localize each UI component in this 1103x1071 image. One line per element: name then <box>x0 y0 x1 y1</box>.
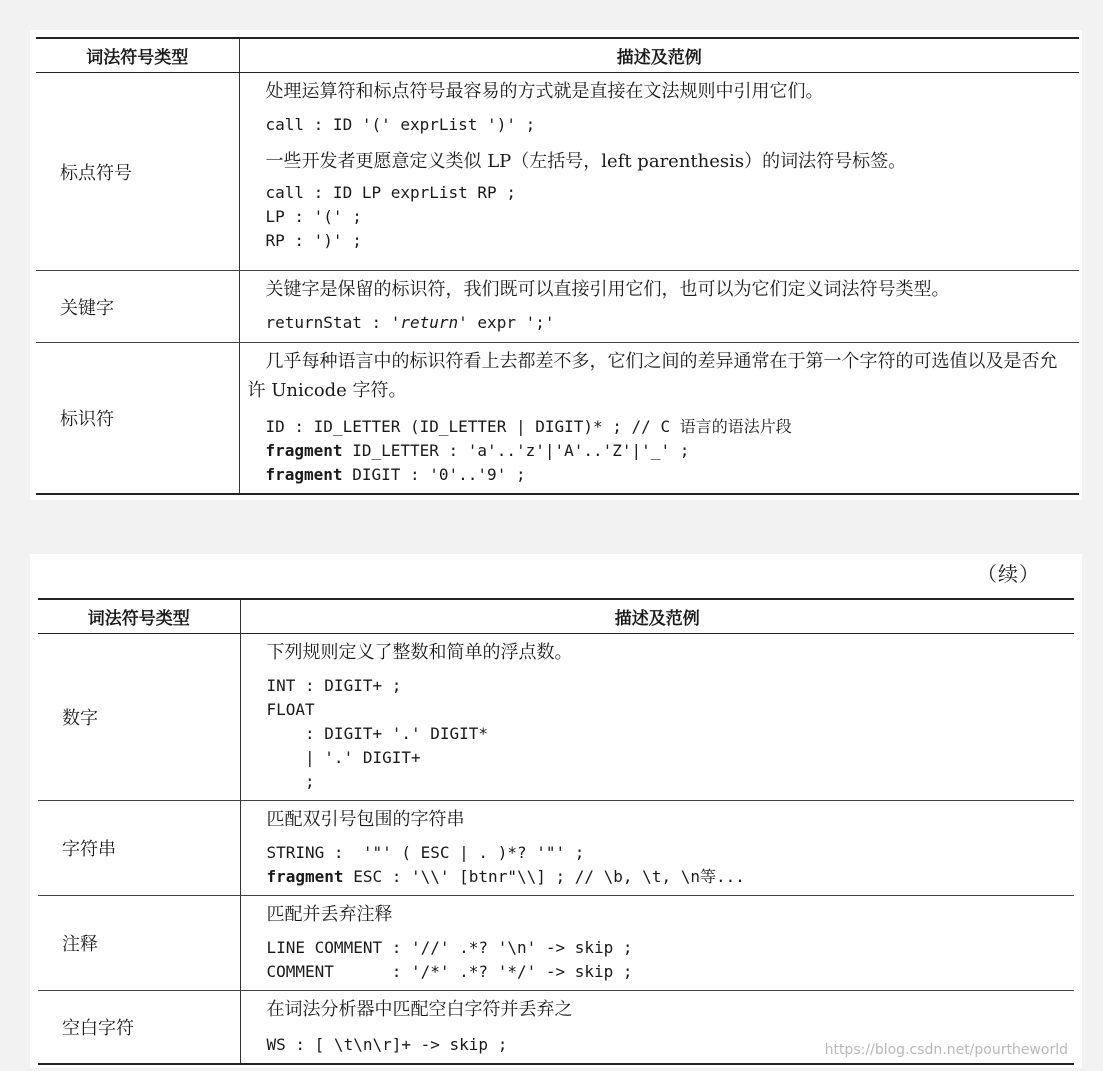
code-line: LP : '(' ; <box>265 207 362 226</box>
code-example <box>267 841 1069 889</box>
code-example <box>267 936 1069 984</box>
table-row <box>36 343 1079 495</box>
description-text: 处理运算符和标点符号最容易的方式就是直接在文法规则中引用它们。 <box>265 81 824 102</box>
code-keyword-return: return <box>400 313 459 332</box>
description-text: 在词法分析器中匹配空白字符并丢弃之 <box>266 999 573 1020</box>
code-segment: ID : ID_LETTER (ID_LETTER | DIGIT)* ; // C <box>265 417 680 436</box>
token-type-cell: 关键字 <box>36 271 239 343</box>
table-row <box>38 801 1074 896</box>
description-text: 匹配并丢弃注释 <box>266 904 393 925</box>
table-row <box>36 73 1079 271</box>
code-line: RP : ')' ; <box>265 231 362 250</box>
description-text: 下列规则定义了整数和简单的浮点数。 <box>266 642 573 663</box>
table-header <box>36 38 1079 73</box>
lexer-table-panel <box>30 30 1082 500</box>
code-line: LINE COMMENT : '//' .*? '\n' -> skip ; <box>266 938 633 957</box>
code-comment: 等 <box>699 867 716 886</box>
header-token-type: 词法符号类型 <box>38 599 240 634</box>
description-cell <box>239 73 1079 271</box>
token-type-cell: 标点符号 <box>36 73 239 271</box>
description-text: 几乎每种语言中的标识符看上去都差不多，它们之间的差异通常在于第一个字符的可选值以及是否允许 Unicode 字符。 <box>247 351 1058 401</box>
token-type-cell: 数字 <box>38 634 240 801</box>
table-row <box>38 896 1074 991</box>
table-header <box>38 599 1074 634</box>
description-cell <box>240 634 1074 801</box>
code-example <box>266 415 1074 487</box>
description-text: 匹配双引号包围的字符串 <box>266 809 465 830</box>
header-description: 描述及范例 <box>240 599 1074 634</box>
description-cell <box>239 343 1079 495</box>
token-type-cell: 空白字符 <box>38 991 240 1065</box>
code-line <box>266 439 1074 463</box>
code-line <box>267 865 1069 889</box>
code-line <box>266 415 1074 439</box>
code-line: ; <box>266 772 315 791</box>
code-segment: returnStat : ' <box>265 313 401 332</box>
code-example <box>266 181 1074 253</box>
code-line <box>266 463 1074 487</box>
token-type-cell: 标识符 <box>36 343 239 495</box>
code-line: STRING : '"' ( ESC | . )*? '"' ; <box>266 843 585 862</box>
code-segment: ... <box>716 867 745 886</box>
description-cell <box>239 271 1079 343</box>
lexer-token-table-continued <box>38 598 1074 1065</box>
code-comment: 语言的语法片段 <box>679 417 792 436</box>
description-text: 关键字是保留的标识符，我们既可以直接引用它们，也可以为它们定义词法符号类型。 <box>265 279 950 300</box>
code-example <box>267 674 1069 794</box>
code-segment: ID_LETTER : 'a'..'z'|'A'..'Z'|'_' ; <box>342 441 690 460</box>
description-text: 一些开发者更愿意定义类似 LP（左括号，left parenthesis）的词法符号标签。 <box>265 151 907 172</box>
code-keyword: fragment <box>265 465 343 484</box>
code-line: COMMENT : '/*' .*? '*/' -> skip ; <box>266 962 633 981</box>
code-line: : DIGIT+ '.' DIGIT* <box>266 724 489 743</box>
lexer-table-continued-panel <box>30 554 1082 1068</box>
table-row <box>36 271 1079 343</box>
token-type-cell: 注释 <box>38 896 240 991</box>
code-line: FLOAT <box>266 700 315 719</box>
watermark-text: https://blog.csdn.net/pourtheworld <box>824 1042 1068 1058</box>
description-cell <box>240 801 1074 896</box>
code-segment: DIGIT : '0'..'9' ; <box>342 465 526 484</box>
table-row <box>38 634 1074 801</box>
code-segment: ' expr ';' <box>458 313 555 332</box>
code-keyword: fragment <box>266 867 344 886</box>
code-example: WS : [ \t\n\r]+ -> skip ; <box>266 1035 508 1054</box>
code-line: | '.' DIGIT+ <box>266 748 421 767</box>
header-description: 描述及范例 <box>239 38 1079 73</box>
code-example: call : ID '(' exprList ')' ; <box>265 115 536 134</box>
token-type-cell: 字符串 <box>38 801 240 896</box>
code-segment: ESC : '\\' [btnr"\\] ; // \b, \t, \n <box>343 867 700 886</box>
code-line: INT : DIGIT+ ; <box>266 676 402 695</box>
code-example <box>266 311 1074 335</box>
continued-label: （续） <box>977 562 1040 586</box>
header-token-type: 词法符号类型 <box>36 38 239 73</box>
code-keyword: fragment <box>265 441 343 460</box>
description-cell <box>240 896 1074 991</box>
code-line: call : ID LP exprList RP ; <box>265 183 516 202</box>
lexer-token-table <box>36 37 1079 495</box>
